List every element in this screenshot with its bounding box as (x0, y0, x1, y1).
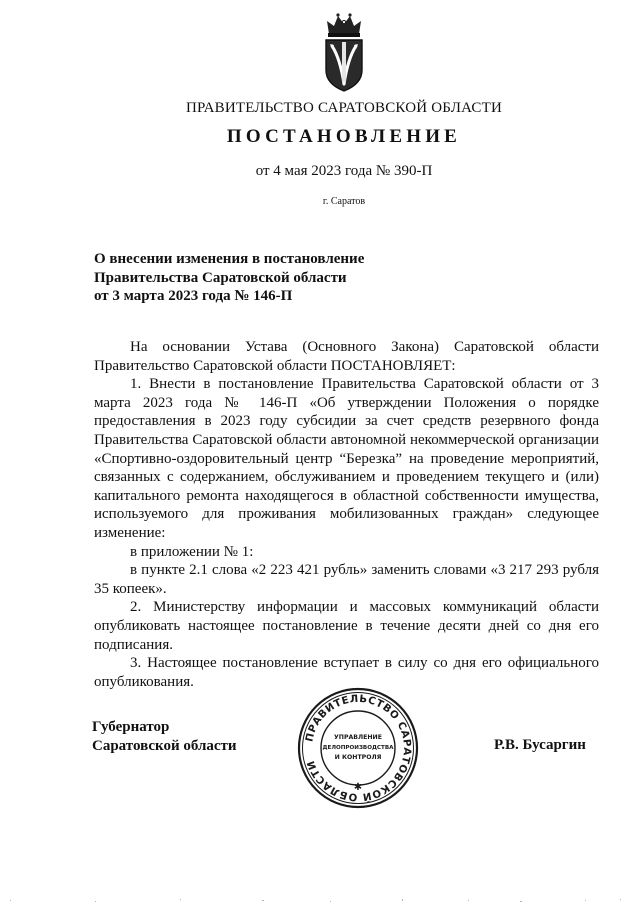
subject-line: О внесении изменения в постановление (94, 251, 365, 267)
official-stamp (296, 686, 420, 810)
document-body (94, 338, 599, 691)
signer-title-line: Губернатор (92, 719, 170, 735)
stamp-center-line: УПРАВЛЕНИЕ (334, 734, 382, 741)
item-1-paragraph: 1. Внести в постановление Правительства Саратовской области от 3 марта 2023 года № 146-П «Об утверждении Положения о порядке предоставления в 2023 году субсидии за счет средств резервного фонда Правительства Саратовской области автономной некоммерческой организации «Спортивно-оздоровительный центр “Березка” на проведение мероприятий, связанных с содержанием, обслуживанием и проведением текущего и (или) капитального ремонта находящегося в областной собственности имущества, используемого для проживания мобилизованных граждан» следующее изменение: (94, 376, 599, 541)
stamp-center-line: ДЕЛОПРОИЗВОДСТВА (322, 745, 394, 751)
document-city: г. Саратов (322, 196, 366, 207)
signer-title (92, 718, 237, 756)
document-subject (94, 250, 514, 306)
signer-title-line: Саратовской области (92, 738, 237, 754)
coat-of-arms-emblem (318, 12, 370, 94)
subject-line: от 3 марта 2023 года № 146-П (94, 288, 293, 304)
document-type: ПОСТАНОВЛЕНИЕ (226, 126, 462, 147)
preamble-paragraph: На основании Устава (Основного Закона) Саратовской области Правительство Саратовской области ПОСТАНОВЛЯЕТ: (94, 339, 599, 374)
organization-name: ПРАВИТЕЛЬСТВО САРАТОВСКОЙ ОБЛАСТИ (185, 100, 503, 116)
stamp-center-line: И КОНТРОЛЯ (334, 754, 382, 761)
item-1-sub-1-paragraph: в приложении № 1: (130, 543, 254, 560)
subject-line: Правительства Саратовской области (94, 269, 347, 286)
scan-artifact-line (0, 896, 640, 905)
signer-name: Р.В. Бусаргин (494, 737, 586, 753)
svg-text:✱: ✱ (353, 782, 363, 793)
item-3-paragraph: 3. Настоящее постановление вступает в силу со дня его официального опубликования. (94, 655, 599, 690)
document-date-number: от 4 мая 2023 года № 390-П (255, 163, 433, 179)
item-1-sub-2-paragraph: в пункте 2.1 слова «2 223 421 рубль» заменить словами «3 217 293 рубля 35 копеек». (94, 562, 599, 597)
stamp-ring-text: ПРАВИТЕЛЬСТВО САРАТОВСКОЙ ОБЛАСТИ (304, 693, 413, 803)
item-2-paragraph: 2. Министерству информации и массовых коммуникаций области опубликовать настоящее постановление в течение десяти дней со дня его подписания. (94, 599, 599, 653)
